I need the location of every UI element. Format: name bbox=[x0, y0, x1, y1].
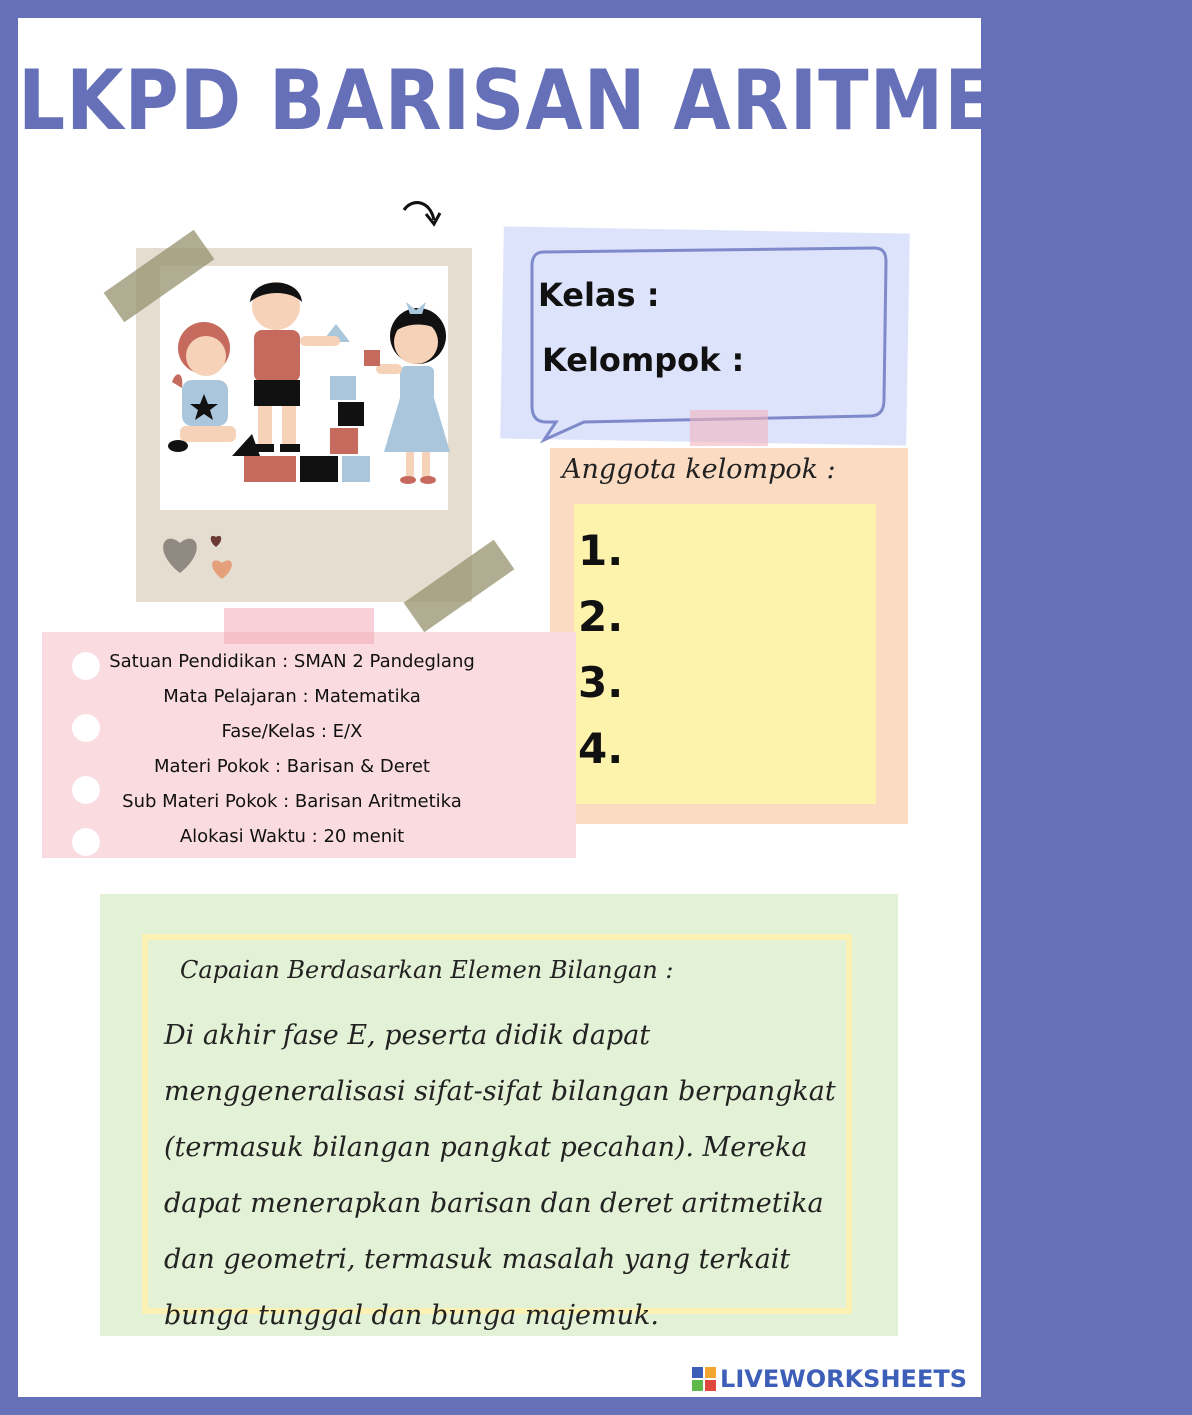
hearts-icon bbox=[158, 523, 248, 583]
anggota-list bbox=[578, 518, 623, 782]
info-tape bbox=[224, 608, 374, 644]
anggota-tape bbox=[690, 410, 768, 446]
liveworksheets-brand bbox=[691, 1365, 967, 1393]
capaian-body: Di akhir fase E, peserta didik dapat menggeneralisasi sifat-sifat bilangan berpangkat (termasuk bilangan pangkat pecahan). Mereka dapat menerapkan barisan dan deret aritmetika dan geometri, termasuk masalah yang terkait bunga tunggal dan bunga majemuk. bbox=[164, 1020, 836, 1331]
anggota-item-2: 2. bbox=[578, 592, 624, 641]
anggota-item-1: 1. bbox=[578, 526, 624, 575]
info-materi-pokok: Materi Pokok : Barisan & Deret bbox=[154, 756, 430, 777]
curved-arrow-icon bbox=[400, 196, 444, 232]
worksheet-page bbox=[18, 18, 1192, 1397]
info-sub-materi-pokok: Sub Materi Pokok : Barisan Aritmetika bbox=[122, 791, 462, 812]
kelompok-label: Kelompok : bbox=[542, 341, 745, 379]
anggota-item-4: 4. bbox=[578, 724, 624, 773]
page-title: LKPD BARISAN ARITMETIKA bbox=[18, 52, 1192, 150]
info-fase-kelas: Fase/Kelas : E/X bbox=[221, 721, 363, 742]
photo-area bbox=[160, 266, 448, 510]
anggota-label: Anggota kelompok : bbox=[562, 454, 836, 485]
info-alokasi-waktu: Alokasi Waktu : 20 menit bbox=[179, 826, 405, 847]
info-lines bbox=[42, 644, 542, 854]
liveworksheets-logo-icon bbox=[691, 1366, 717, 1392]
anggota-item-3: 3. bbox=[578, 658, 624, 707]
capaian-title: Capaian Berdasarkan Elemen Bilangan : bbox=[180, 956, 674, 984]
brand-text: LIVEWORKSHEETS bbox=[720, 1365, 967, 1393]
info-mata-pelajaran: Mata Pelajaran : Matematika bbox=[163, 686, 421, 707]
kelas-label: Kelas : bbox=[538, 276, 660, 314]
info-satuan-pendidikan: Satuan Pendidikan : SMAN 2 Pandeglang bbox=[109, 651, 475, 672]
children-playing-illustration bbox=[160, 266, 448, 510]
